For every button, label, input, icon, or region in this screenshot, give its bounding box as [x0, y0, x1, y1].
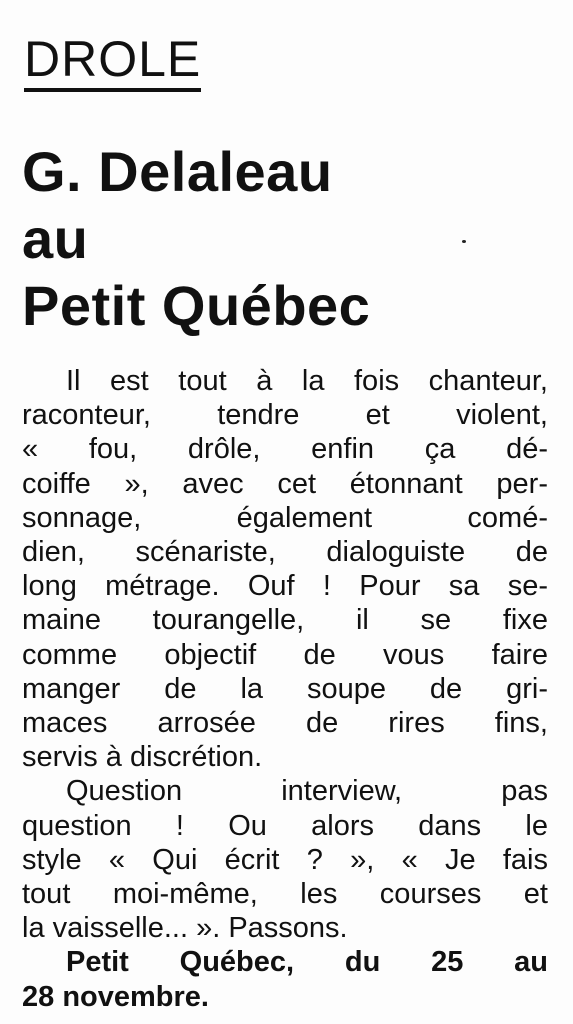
print-speck — [462, 240, 466, 243]
body-line: sonnage, également comé- — [22, 501, 548, 534]
headline-line: au — [22, 207, 89, 270]
body-line: Question interview, pas — [66, 775, 548, 808]
body-line: style « Qui écrit ? », « Je fais — [22, 843, 548, 876]
body-line: Il est tout à la fois chanteur, — [66, 365, 548, 397]
headline-line: Petit Québec — [22, 274, 371, 337]
body-line: comme objectif de vous faire — [22, 638, 548, 671]
event-info-line: 28 novembre. — [22, 980, 209, 1013]
article-headline — [22, 138, 562, 339]
body-line: maces arrosée de rires fins, — [22, 707, 548, 740]
body-line: long métrage. Ouf ! Pour sa se- — [22, 570, 548, 603]
section-rubric: DROLE — [24, 30, 201, 92]
body-line: manger de la soupe de gri- — [22, 672, 548, 705]
body-line: tout moi-même, les courses et — [22, 878, 548, 911]
headline-line: G. Delaleau — [22, 140, 333, 203]
body-line: servis à discrétion. — [22, 741, 263, 774]
article-body — [22, 364, 548, 1014]
body-line: « fou, drôle, enfin ça dé- — [22, 433, 548, 466]
event-info-line: Petit Québec, du 25 au — [66, 946, 548, 979]
body-line: dien, scénariste, dialoguiste de — [22, 536, 548, 569]
body-line: maine tourangelle, il se fixe — [22, 604, 548, 637]
body-line: coiffe », avec cet étonnant per- — [22, 467, 548, 500]
body-line: raconteur, tendre et violent, — [22, 399, 548, 432]
body-line: la vaisselle... ». Passons. — [22, 912, 348, 945]
body-line: question ! Ou alors dans le — [22, 809, 548, 842]
